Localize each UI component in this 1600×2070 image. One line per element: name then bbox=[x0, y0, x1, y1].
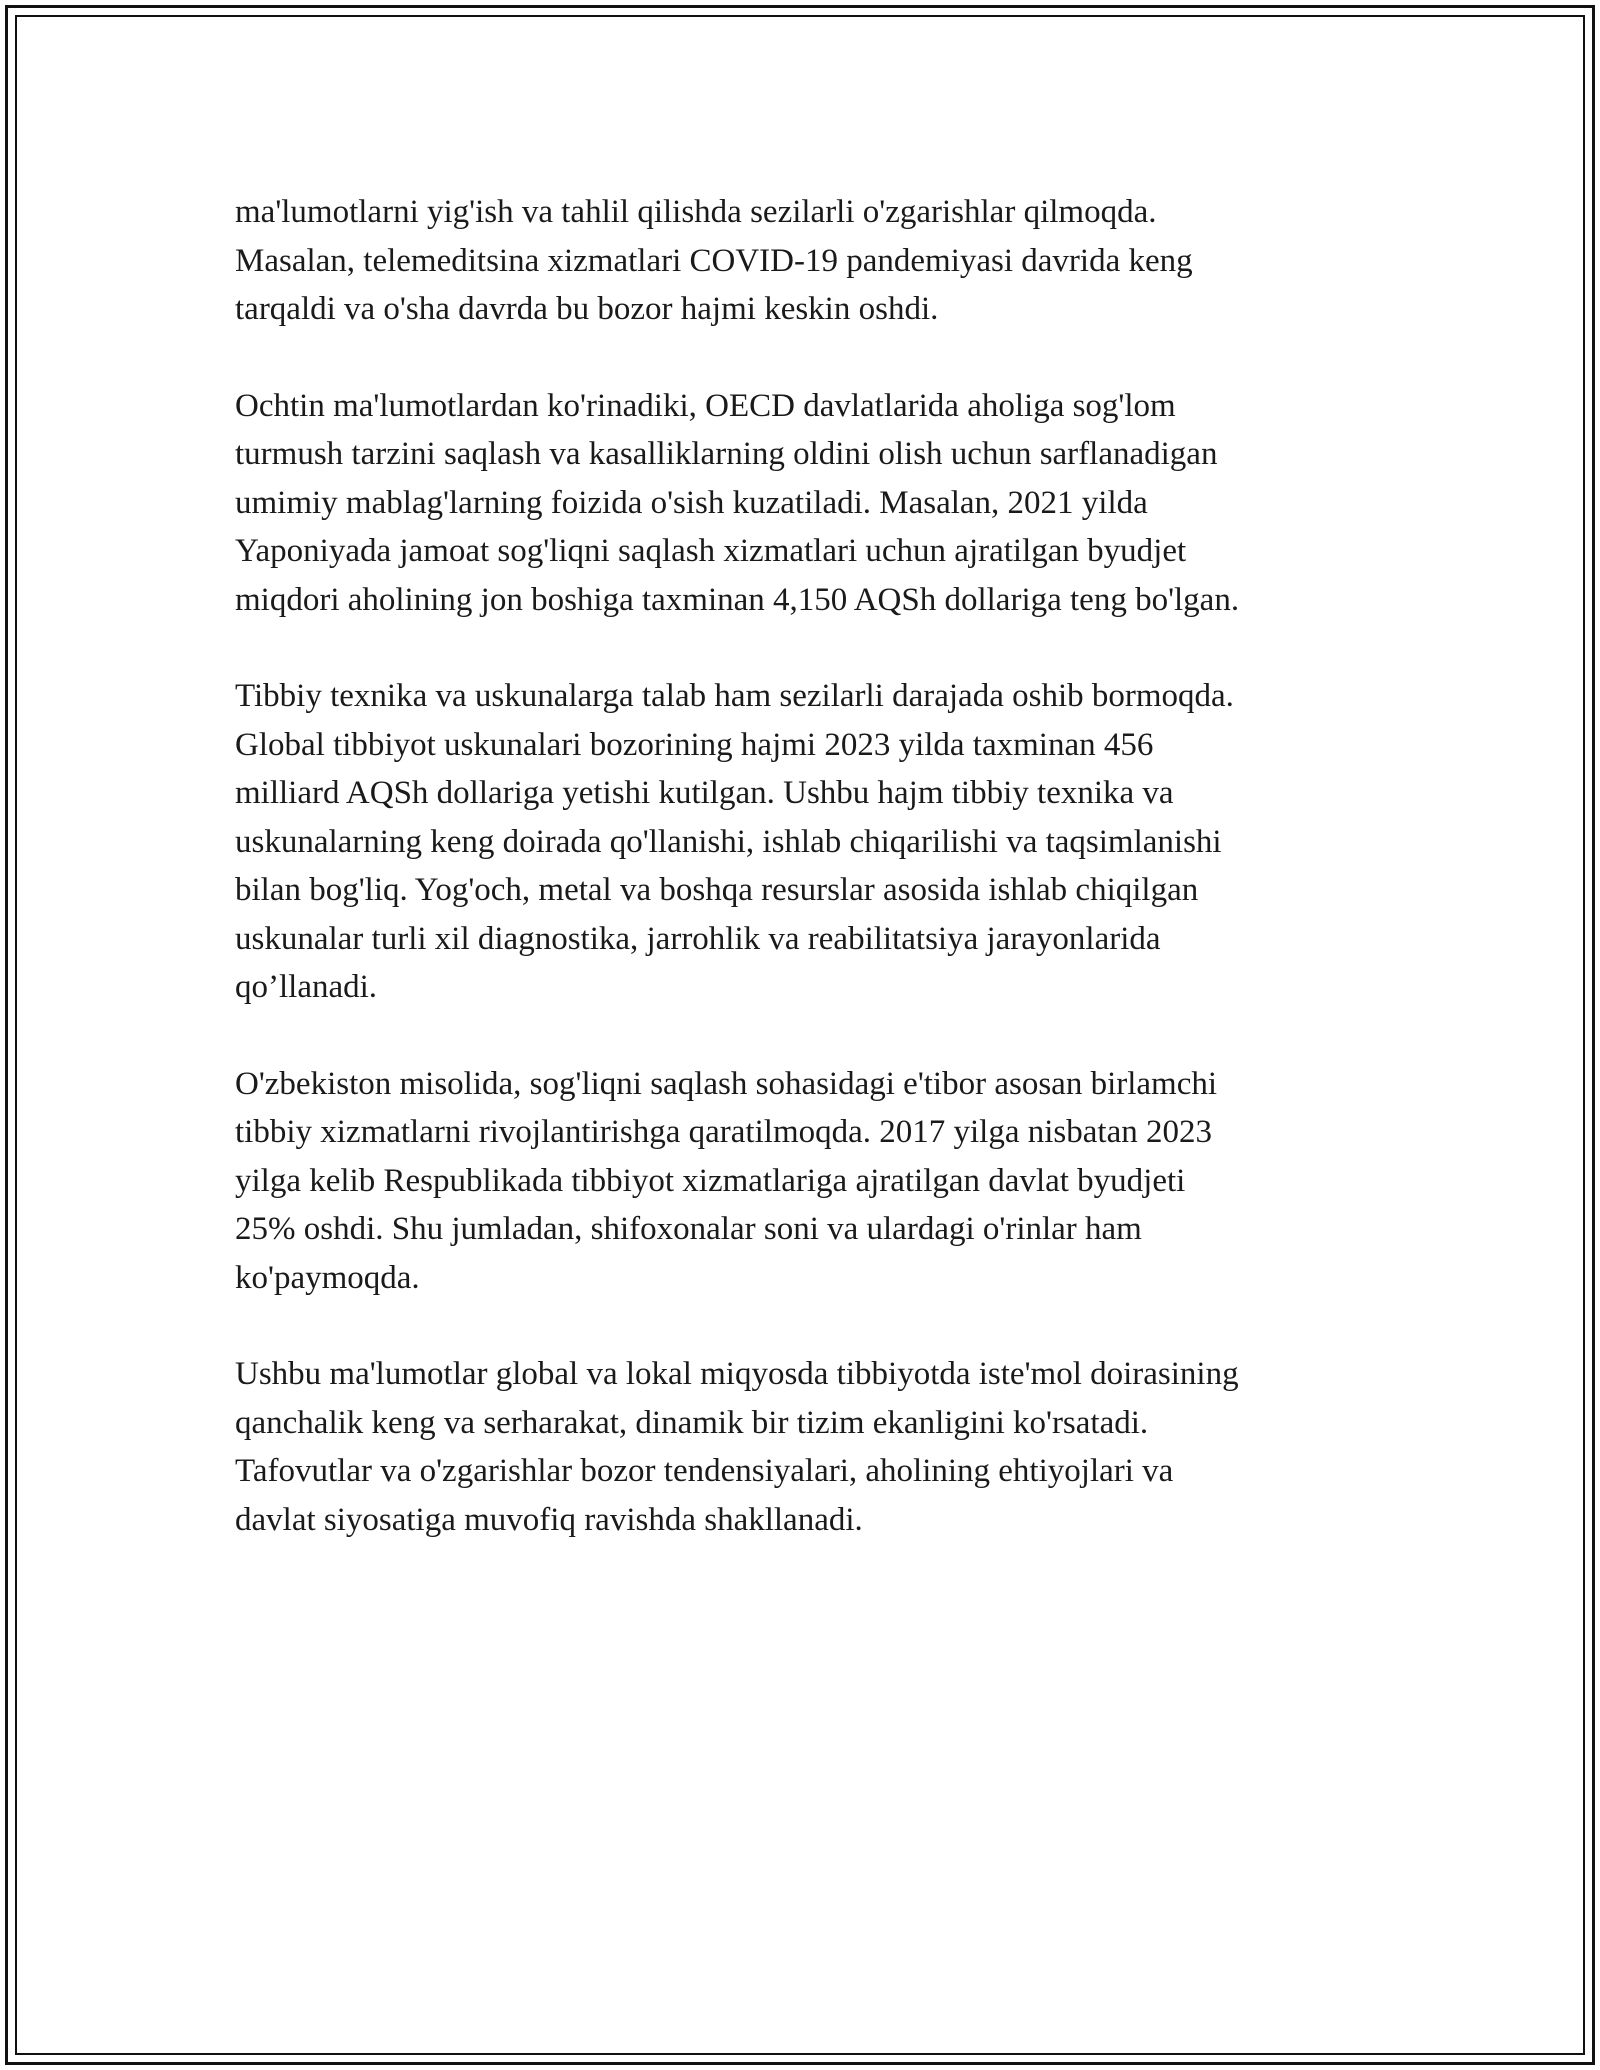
text-line: milliard AQSh dollariga yetishi kutilgan. Ushbu hajm tibbiy texnika va bbox=[235, 775, 1174, 811]
text-line: miqdori aholining jon boshiga taxminan 4,150 AQSh dollariga teng bo'lgan. bbox=[235, 581, 1240, 618]
text-line: tarqaldi va o'sha davrda bu bozor hajmi keskin oshdi. bbox=[235, 291, 939, 327]
text-line: umimiy mablag'larning foizida o'sish kuzatiladi. Masalan, 2021 yilda bbox=[235, 484, 1148, 521]
text-line: Tibbiy texnika va uskunalarga talab ham sezilarli darajada oshib bormoqda. bbox=[235, 678, 1234, 714]
text-line: davlat siyosatiga muvofiq ravishda shakllanadi. bbox=[235, 1501, 863, 1538]
paragraph-oecd bbox=[235, 382, 1375, 625]
text-line: Masalan, telemeditsina xizmatlari COVID-19 pandemiyasi davrida keng bbox=[235, 242, 1193, 279]
text-line: yilga kelib Respublikada tibbiyot xizmatlariga ajratilgan davlat byudjeti bbox=[235, 1162, 1186, 1199]
document-body bbox=[235, 188, 1375, 1592]
text-line: tibbiy xizmatlarni rivojlantirishga qaratilmoqda. 2017 yilga nisbatan 2023 bbox=[235, 1114, 1212, 1150]
text-line: uskunalarning keng doirada qo'llanishi, ishlab chiqarilishi va taqsimlanishi bbox=[235, 823, 1222, 860]
text-line: uskunalar turli xil diagnostika, jarrohlik va reabilitatsiya jarayonlarida bbox=[235, 920, 1161, 957]
text-line: ko'paymoqda. bbox=[235, 1259, 420, 1296]
text-line: Ushbu ma'lumotlar global va lokal miqyosda tibbiyotda iste'mol doirasining bbox=[235, 1356, 1239, 1392]
text-line: ma'lumotlarni yig'ish va tahlil qilishda sezilarli o'zgarishlar qilmoqda. bbox=[235, 194, 1157, 230]
paragraph-medical-equipment bbox=[235, 672, 1375, 1012]
text-line: Ochtin ma'lumotlardan ko'rinadiki, OECD davlatlarida aholiga sog'lom bbox=[235, 387, 1176, 424]
text-line: qanchalik keng va serharakat, dinamik bir tizim ekanligini ko'rsatadi. bbox=[235, 1404, 1149, 1441]
text-line: 25% oshdi. Shu jumladan, shifoxonalar soni va ulardagi o'rinlar ham bbox=[235, 1211, 1142, 1247]
paragraph-conclusion bbox=[235, 1350, 1375, 1544]
text-line: bilan bog'liq. Yog'och, metal va boshqa resurslar asosida ishlab chiqilgan bbox=[235, 872, 1199, 908]
paragraph-uzbekistan bbox=[235, 1060, 1375, 1303]
text-line: O'zbekiston misolida, sog'liqni saqlash sohasidagi e'tibor asosan birlamchi bbox=[235, 1065, 1218, 1102]
text-line: Yaponiyada jamoat sog'liqni saqlash xizmatlari uchun ajratilgan byudjet bbox=[235, 533, 1187, 569]
text-line: Global tibbiyot uskunalari bozorining hajmi 2023 yilda taxminan 456 bbox=[235, 726, 1154, 763]
paragraph-telemedicine bbox=[235, 188, 1375, 334]
text-line: Tafovutlar va o'zgarishlar bozor tendensiyalari, aholining ehtiyojlari va bbox=[235, 1453, 1174, 1489]
text-line: qo’llanadi. bbox=[235, 969, 378, 1005]
text-line: turmush tarzini saqlash va kasalliklarning oldini olish uchun sarflanadigan bbox=[235, 436, 1218, 472]
